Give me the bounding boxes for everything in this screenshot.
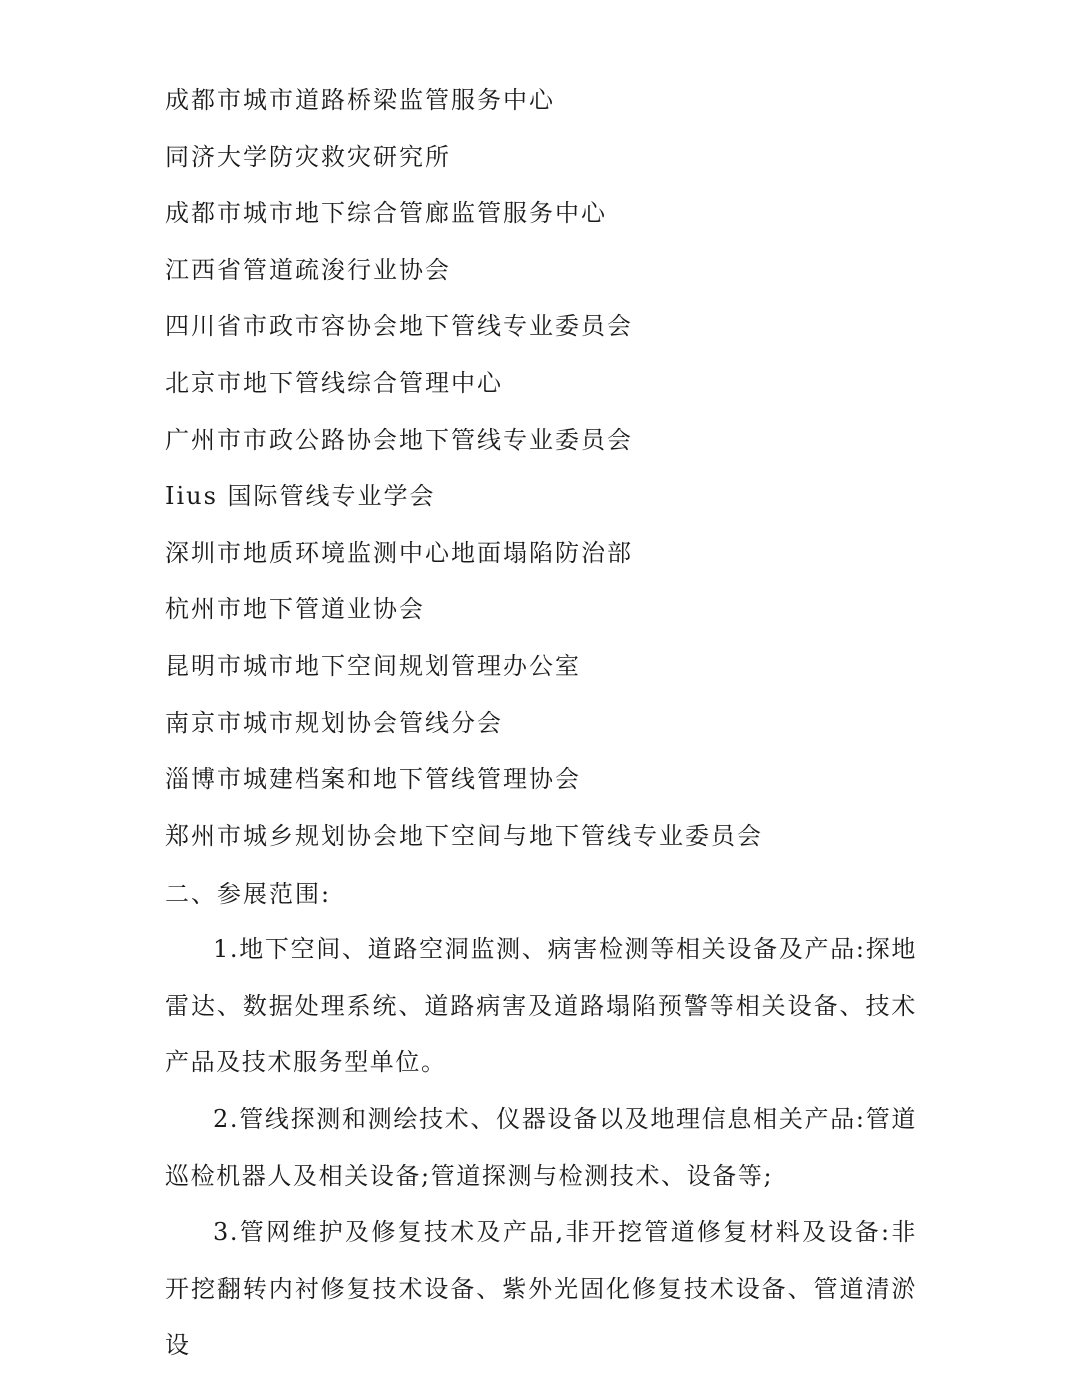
scope-item-3: 3.管网维护及修复技术及产品,非开挖管道修复材料及设备:非开挖翻转内衬修复技术设备、紫外光固化修复技术设备、管道清淤设 <box>165 1218 917 1359</box>
organization-item: 四川省市政市容协会地下管线专业委员会 <box>165 312 633 341</box>
organization-item: 南京市城市规划协会管线分会 <box>165 708 503 737</box>
organization-item: 淄博市城建档案和地下管线管理协会 <box>165 765 581 794</box>
scope-item-1: 1.地下空间、道路空洞监测、病害检测等相关设备及产品:探地雷达、数据处理系统、道路病害及道路塌陷预警等相关设备、技术产品及技术服务型单位。 <box>165 935 917 1076</box>
organization-item: 北京市地下管线综合管理中心 <box>165 368 503 397</box>
organization-item: 杭州市地下管道业协会 <box>165 595 425 624</box>
organization-item: 深圳市地质环境监测中心地面塌陷防治部 <box>165 538 633 567</box>
organization-item: 广州市市政公路协会地下管线专业委员会 <box>165 425 633 454</box>
organization-item: 郑州市城乡规划协会地下空间与地下管线专业委员会 <box>165 821 763 850</box>
organization-item: 同济大学防灾救灾研究所 <box>165 142 451 171</box>
organization-item: 成都市城市道路桥梁监管服务中心 <box>165 86 555 114</box>
organization-item: Iius 国际管线专业学会 <box>165 482 436 511</box>
organization-item: 昆明市城市地下空间规划管理办公室 <box>165 651 581 680</box>
organization-item: 江西省管道疏浚行业协会 <box>165 255 451 284</box>
organization-item: 成都市城市地下综合管廊监管服务中心 <box>165 199 607 228</box>
organization-list <box>165 76 763 868</box>
section-heading: 二、参展范围: <box>165 880 332 908</box>
scope-item-2: 2.管线探测和测绘技术、仪器设备以及地理信息相关产品:管道巡检机器人及相关设备;管道探测与检测技术、设备等; <box>165 1105 917 1190</box>
